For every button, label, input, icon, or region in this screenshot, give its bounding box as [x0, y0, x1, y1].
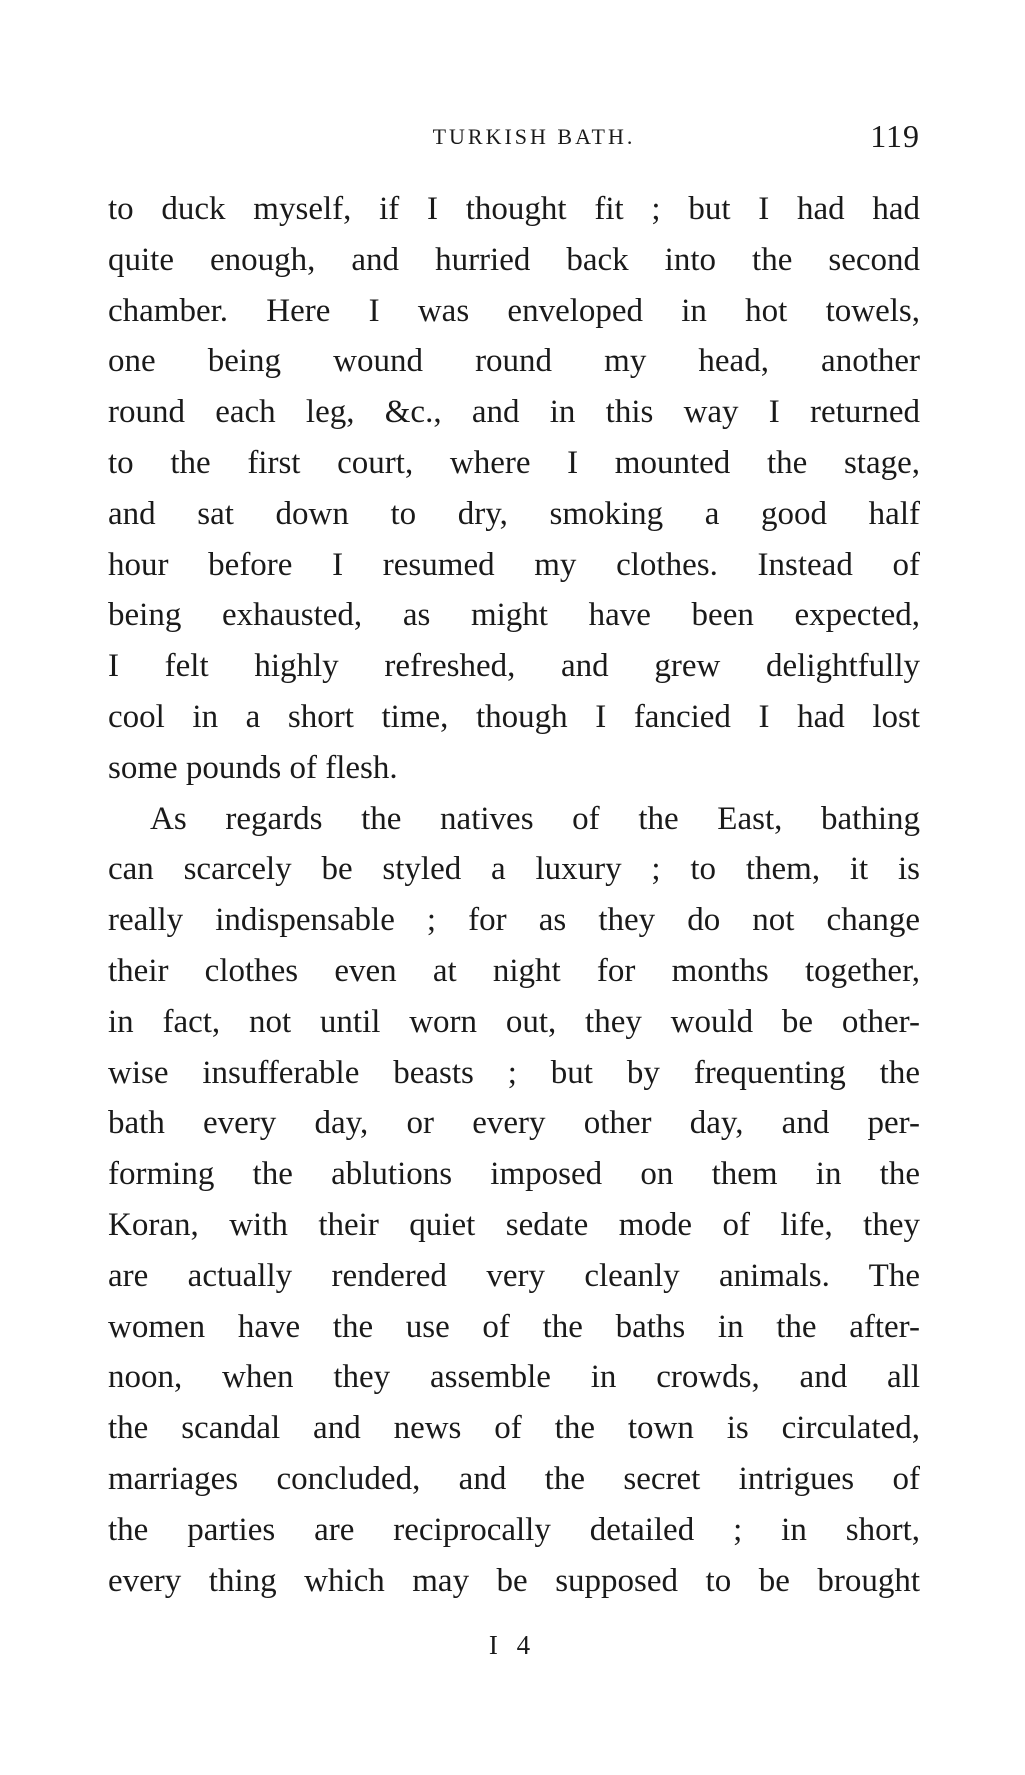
- text-line: to duck myself, if I thought fit ; but I had had: [108, 191, 920, 227]
- text-line: forming the ablutions imposed on them in the: [108, 1156, 920, 1193]
- running-head: [108, 118, 920, 158]
- text-line: marriages concluded, and the secret intrigues of: [108, 1460, 920, 1497]
- text-line: I felt highly refreshed, and grew delightfully: [108, 648, 920, 685]
- text-body: [108, 184, 920, 1606]
- text-line: the parties are reciprocally detailed ; in short,: [108, 1511, 920, 1548]
- text-line: some pounds of flesh.: [108, 749, 398, 786]
- signature-mark: I 4: [488, 1630, 537, 1660]
- text-line: one being wound round my head, another: [108, 343, 920, 380]
- text-line: wise insufferable beasts ; but by frequenting the: [108, 1054, 920, 1091]
- text-line: can scarcely be styled a luxury ; to them, it is: [108, 851, 920, 888]
- text-line: every thing which may be supposed to be brought: [108, 1562, 920, 1599]
- text-line: cool in a short time, though I fancied I had lost: [108, 698, 920, 735]
- text-line: chamber. Here I was enveloped in hot towels,: [108, 292, 920, 329]
- text-line: Koran, with their quiet sedate mode of life, they: [108, 1206, 920, 1243]
- text-line: the scandal and news of the town is circulated,: [108, 1410, 920, 1447]
- page-number: 119: [870, 118, 920, 154]
- text-line: women have the use of the baths in the after-: [108, 1308, 920, 1345]
- text-line: are actually rendered very cleanly animals. The: [108, 1257, 920, 1294]
- text-line: their clothes even at night for months together,: [108, 952, 920, 989]
- text-line: and sat down to dry, smoking a good half: [108, 495, 920, 532]
- text-line: As regards the natives of the East, bathing: [150, 800, 920, 837]
- text-line: to the first court, where I mounted the stage,: [108, 444, 920, 481]
- running-title: TURKISH BATH.: [432, 124, 636, 149]
- text-line: bath every day, or every other day, and per-: [108, 1105, 920, 1142]
- text-line: hour before I resumed my clothes. Instead of: [108, 546, 920, 583]
- text-line: really indispensable ; for as they do not change: [108, 902, 920, 939]
- text-line: round each leg, &c., and in this way I returned: [108, 394, 920, 431]
- text-line: being exhausted, as might have been expected,: [108, 597, 920, 634]
- text-line: noon, when they assemble in crowds, and all: [108, 1359, 920, 1396]
- text-line: quite enough, and hurried back into the second: [108, 241, 920, 278]
- text-line: in fact, not until worn out, they would be other-: [108, 1003, 920, 1040]
